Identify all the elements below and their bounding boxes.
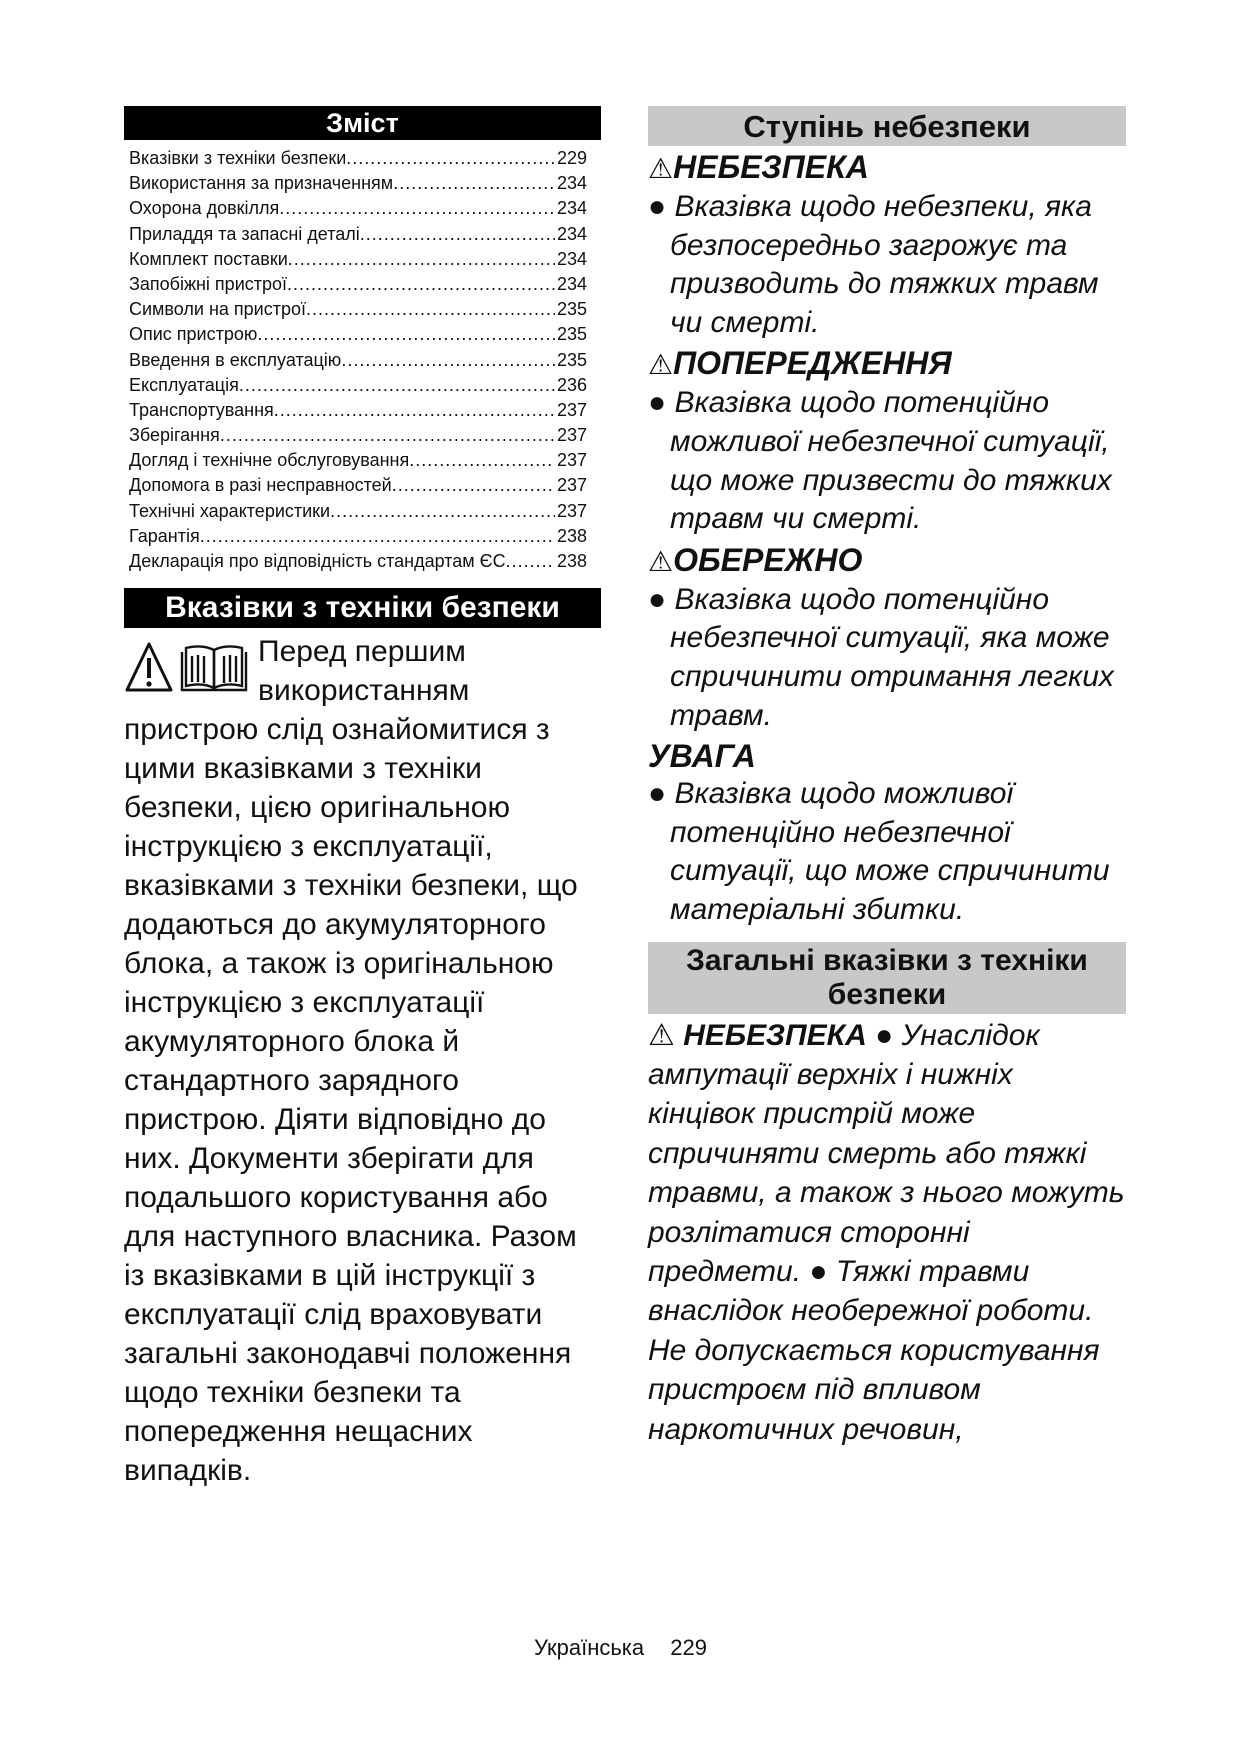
toc-item-page: 234 bbox=[556, 273, 587, 294]
toc-dot-leader bbox=[506, 549, 555, 574]
toc-item[interactable] bbox=[124, 222, 601, 247]
footer-language: Українська bbox=[534, 1635, 645, 1660]
toc-item-label: Зберігання bbox=[129, 425, 220, 446]
toc-item[interactable] bbox=[124, 549, 601, 574]
hazard-level-description: ● Вказівка щодо потенційно можливої небезпечної ситуації, що може призвести до тяжких травм чи смерті. bbox=[648, 386, 1112, 536]
toc-item-page: 234 bbox=[556, 248, 587, 269]
toc-item[interactable] bbox=[124, 146, 601, 171]
toc-dot-leader bbox=[306, 297, 555, 322]
toc-dot-leader bbox=[279, 196, 555, 221]
toc-item-page: 237 bbox=[556, 425, 587, 446]
hazard-level-title bbox=[648, 148, 1126, 188]
hazard-level-label: ПОПЕРЕДЖЕННЯ bbox=[673, 345, 952, 382]
toc-item-label: Запобіжні пристрої bbox=[129, 273, 288, 294]
hazard-level-title bbox=[648, 541, 1126, 581]
hazard-level-description: ● Вказівка щодо можливої потенційно небезпечної ситуації, що може спричинити матеріальні збитки. bbox=[648, 777, 1110, 926]
hazard-levels-list bbox=[648, 148, 1126, 930]
toc-item[interactable] bbox=[124, 473, 601, 498]
toc-item[interactable] bbox=[124, 398, 601, 423]
warning-triangle-icon: ⚠ bbox=[648, 349, 674, 381]
toc-dot-leader bbox=[409, 448, 555, 473]
warning-triangle-and-manual-icon bbox=[124, 638, 252, 698]
general-safety-body: ● Унаслідок ампутації верхніх і нижніх кінцівок пристрій може спричиняти смерть або тяжкі травми, а також з нього можуть розлітатися сторонні предмети. ● Тяжкі травми внаслідок необережної роботи. Не допускається користування пристроєм під впливом наркотичних речовин, bbox=[648, 1018, 1125, 1446]
toc-item[interactable] bbox=[124, 423, 601, 448]
toc-item[interactable] bbox=[124, 322, 601, 347]
toc-item-page: 229 bbox=[556, 148, 587, 168]
toc-item-label: Приладдя та запасні деталі bbox=[129, 223, 360, 244]
general-safety-text bbox=[648, 1016, 1126, 1449]
toc-item-page: 234 bbox=[556, 173, 587, 194]
footer-page-number: 229 bbox=[670, 1635, 707, 1660]
toc-item-page: 235 bbox=[556, 299, 587, 320]
toc-item-label: Використання за призначенням bbox=[129, 173, 394, 194]
toc-item-page: 234 bbox=[556, 223, 587, 244]
right-column bbox=[648, 106, 1126, 1449]
toc-dot-leader bbox=[392, 473, 555, 498]
toc-item[interactable] bbox=[124, 272, 601, 297]
toc-item[interactable] bbox=[124, 247, 601, 272]
toc-item[interactable] bbox=[124, 499, 601, 524]
toc-item[interactable] bbox=[124, 171, 601, 196]
safety-intro-text: Перед першим використанням пристрою слід ознайомитися з цими вказівками з техніки безпеки, цією оригінальною інструкцією з експлуатації, вказівками з техніки безпеки, що додаються до акумуляторного блока, а також із оригінальною інструкцією з експлуатації акумуляторного блока й стандартного зарядного пристрою. Діяти відповідно до них. Документи зберігати для подальшого користування або для наступного власника. Разом із вказівками в цій інструкції з експлуатації слід враховувати загальні законодавчі положення щодо техніки безпеки та попередження нещасних випадків. bbox=[124, 635, 578, 1488]
warning-manual-icons bbox=[124, 638, 252, 702]
toc-dot-leader bbox=[360, 222, 555, 247]
toc-item[interactable] bbox=[124, 196, 601, 221]
toc-item[interactable] bbox=[124, 524, 601, 549]
toc-item-page: 238 bbox=[556, 551, 587, 571]
toc-dot-leader bbox=[220, 423, 555, 448]
toc-item-page: 234 bbox=[556, 198, 587, 219]
toc-item-label: Охорона довкілля bbox=[129, 198, 280, 219]
toc-item[interactable] bbox=[124, 348, 601, 373]
toc-dot-leader bbox=[239, 373, 555, 398]
toc-item-page: 238 bbox=[556, 525, 587, 546]
toc-item-label: Технічні характеристики bbox=[129, 500, 331, 521]
general-safety-heading: Загальні вказівки з техніки безпеки bbox=[648, 942, 1126, 1014]
toc-dot-leader bbox=[346, 146, 555, 171]
toc-item-label: Символи на пристрої bbox=[129, 299, 306, 320]
hazard-level-label: ОБЕРЕЖНО bbox=[673, 541, 863, 578]
general-danger-label: ⚠ НЕБЕЗПЕКА bbox=[648, 1018, 867, 1052]
toc-item-page: 237 bbox=[556, 475, 587, 496]
toc-item-page: 235 bbox=[556, 349, 587, 370]
toc-item-label: Гарантія bbox=[129, 525, 200, 546]
toc-item[interactable] bbox=[124, 373, 601, 398]
hazard-level-label: УВАГА bbox=[648, 738, 756, 775]
toc-item-page: 235 bbox=[556, 324, 587, 345]
toc-dot-leader bbox=[287, 272, 555, 297]
toc-item-label: Декларація про відповідність стандартам ЄС bbox=[129, 551, 506, 571]
toc-dot-leader bbox=[288, 247, 555, 272]
hazard-level-title bbox=[648, 737, 1126, 775]
toc-dot-leader bbox=[274, 398, 555, 423]
toc-dot-leader bbox=[200, 524, 555, 549]
hazard-level-label: НЕБЕЗПЕКА bbox=[673, 149, 869, 185]
toc-item[interactable] bbox=[124, 448, 601, 473]
toc-item-page: 237 bbox=[556, 399, 587, 420]
safety-heading: Вказівки з техніки безпеки bbox=[124, 588, 601, 628]
toc-item-page: 237 bbox=[556, 450, 587, 471]
toc-item-label: Опис пристрою bbox=[129, 324, 258, 345]
toc-item-page: 237 bbox=[556, 500, 587, 521]
toc-list bbox=[124, 146, 601, 574]
toc-heading: Зміст bbox=[124, 106, 601, 140]
page-footer bbox=[0, 1634, 1241, 1662]
toc-item-label: Догляд і технічне обслуговування bbox=[129, 450, 410, 471]
hazard-level-description: ● Вказівка щодо небезпеки, яка безпосередньо загрожує та призводить до тяжких травм чи смерті. bbox=[648, 190, 1099, 339]
left-column bbox=[124, 106, 601, 1490]
hazard-levels-heading: Ступінь небезпеки bbox=[648, 106, 1126, 146]
toc-dot-leader bbox=[341, 348, 555, 373]
toc-item-label: Вказівки з техніки безпеки bbox=[129, 148, 347, 168]
toc-item-page: 236 bbox=[556, 374, 587, 395]
toc-item-label: Введення в експлуатацію bbox=[129, 349, 342, 370]
safety-intro bbox=[124, 632, 601, 1490]
toc-dot-leader bbox=[393, 171, 555, 196]
hazard-level-description: ● Вказівка щодо потенційно небезпечної ситуації, яка може спричинити отримання легких травм. bbox=[648, 582, 1114, 732]
toc-item-label: Експлуатація bbox=[129, 374, 239, 395]
toc-item-label: Транспортування bbox=[129, 399, 274, 420]
toc-item[interactable] bbox=[124, 297, 601, 322]
toc-item-label: Комплект поставки bbox=[129, 248, 288, 269]
warning-triangle-icon: ⚠ bbox=[648, 153, 674, 184]
toc-dot-leader bbox=[257, 322, 555, 347]
hazard-level-title bbox=[648, 344, 1126, 384]
toc-dot-leader bbox=[330, 499, 555, 524]
toc-item-label: Допомога в разі несправностей bbox=[129, 475, 392, 496]
warning-triangle-icon: ⚠ bbox=[648, 545, 674, 577]
warning-triangle-icon: ⚠ bbox=[648, 1018, 675, 1052]
